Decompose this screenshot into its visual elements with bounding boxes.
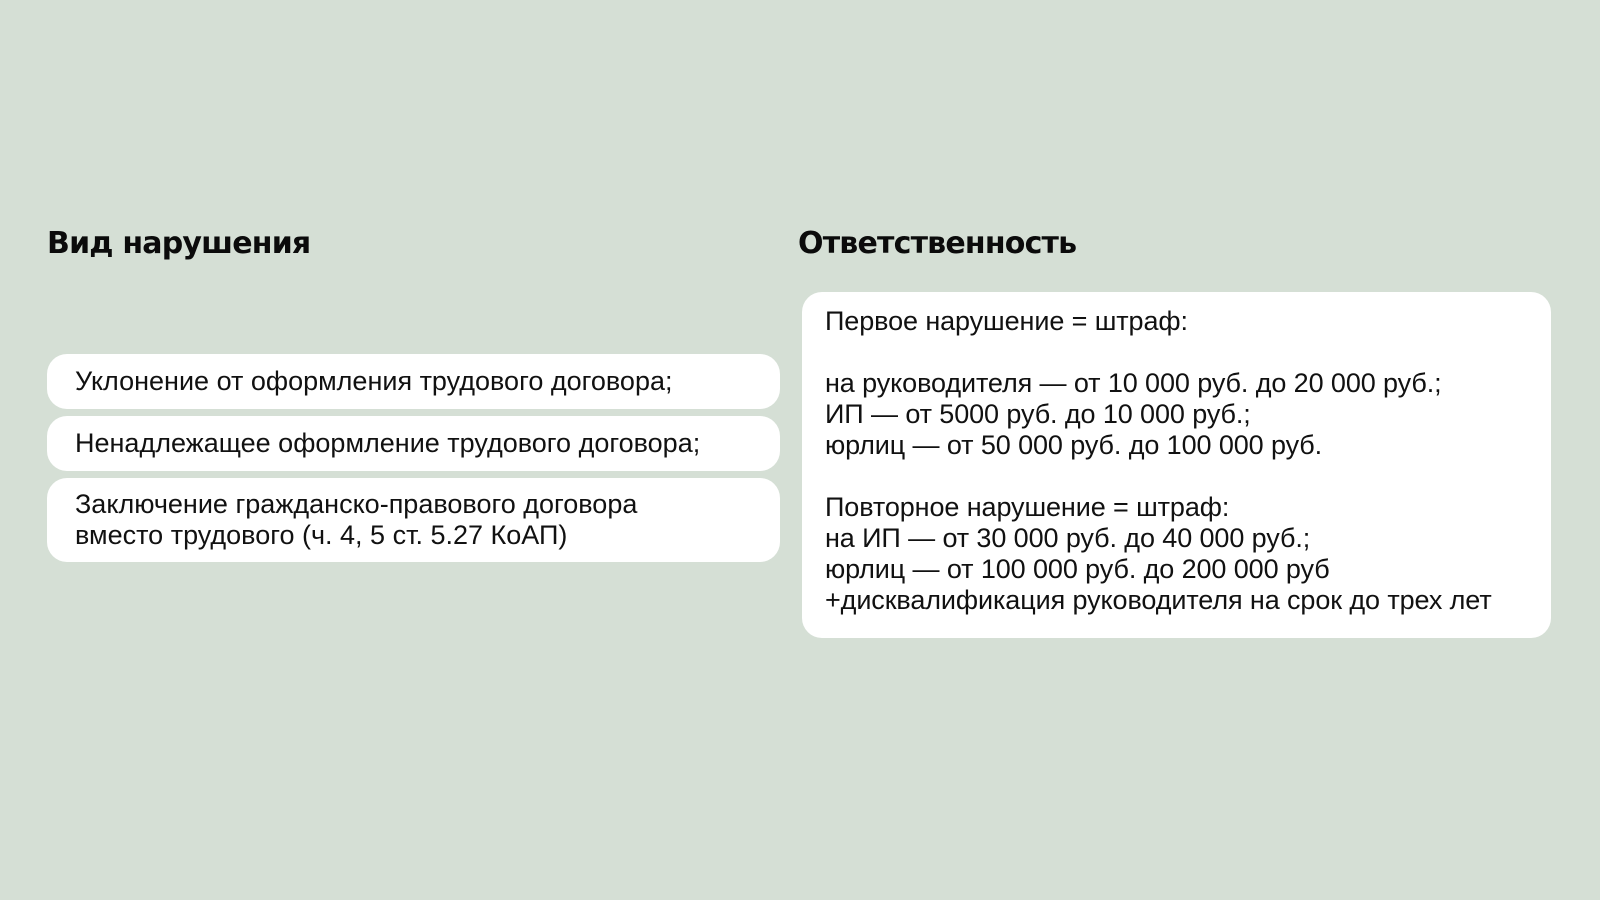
repeat-violation-fine-line: юрлиц — от 100 000 руб. до 200 000 руб bbox=[825, 554, 1330, 584]
violation-item-text: Уклонение от оформления трудового договора; bbox=[75, 366, 673, 396]
violation-item-evasion bbox=[47, 354, 780, 409]
violation-item-text: Ненадлежащее оформление трудового договора; bbox=[75, 428, 701, 458]
liability-heading: Ответственность bbox=[798, 226, 1077, 261]
first-violation-fine-line: ИП — от 5000 руб. до 10 000 руб.; bbox=[825, 399, 1251, 429]
first-violation-fine-line: на руководителя — от 10 000 руб. до 20 000 руб.; bbox=[825, 368, 1442, 398]
first-violation-fine-line: юрлиц — от 50 000 руб. до 100 000 руб. bbox=[825, 430, 1323, 460]
violation-item-civil-contract bbox=[47, 478, 780, 562]
liability-card bbox=[802, 292, 1551, 638]
violation-item-text-line: вместо трудового (ч. 4, 5 ст. 5.27 КоАП) bbox=[75, 520, 568, 550]
repeat-violation-fine-line: на ИП — от 30 000 руб. до 40 000 руб.; bbox=[825, 523, 1311, 553]
repeat-violation-fine-line: +дисквалификация руководителя на срок до трех лет bbox=[825, 585, 1492, 615]
violation-type-heading: Вид нарушения bbox=[47, 226, 311, 261]
violation-list bbox=[47, 354, 780, 569]
repeat-violation-title: Повторное нарушение = штраф: bbox=[825, 492, 1230, 522]
spacer bbox=[825, 337, 1541, 368]
violation-item-text-line: Заключение гражданско-правового договора bbox=[75, 489, 638, 519]
spacer bbox=[825, 461, 1541, 492]
first-violation-title: Первое нарушение = штраф: bbox=[825, 306, 1188, 336]
violation-item-improper bbox=[47, 416, 780, 471]
